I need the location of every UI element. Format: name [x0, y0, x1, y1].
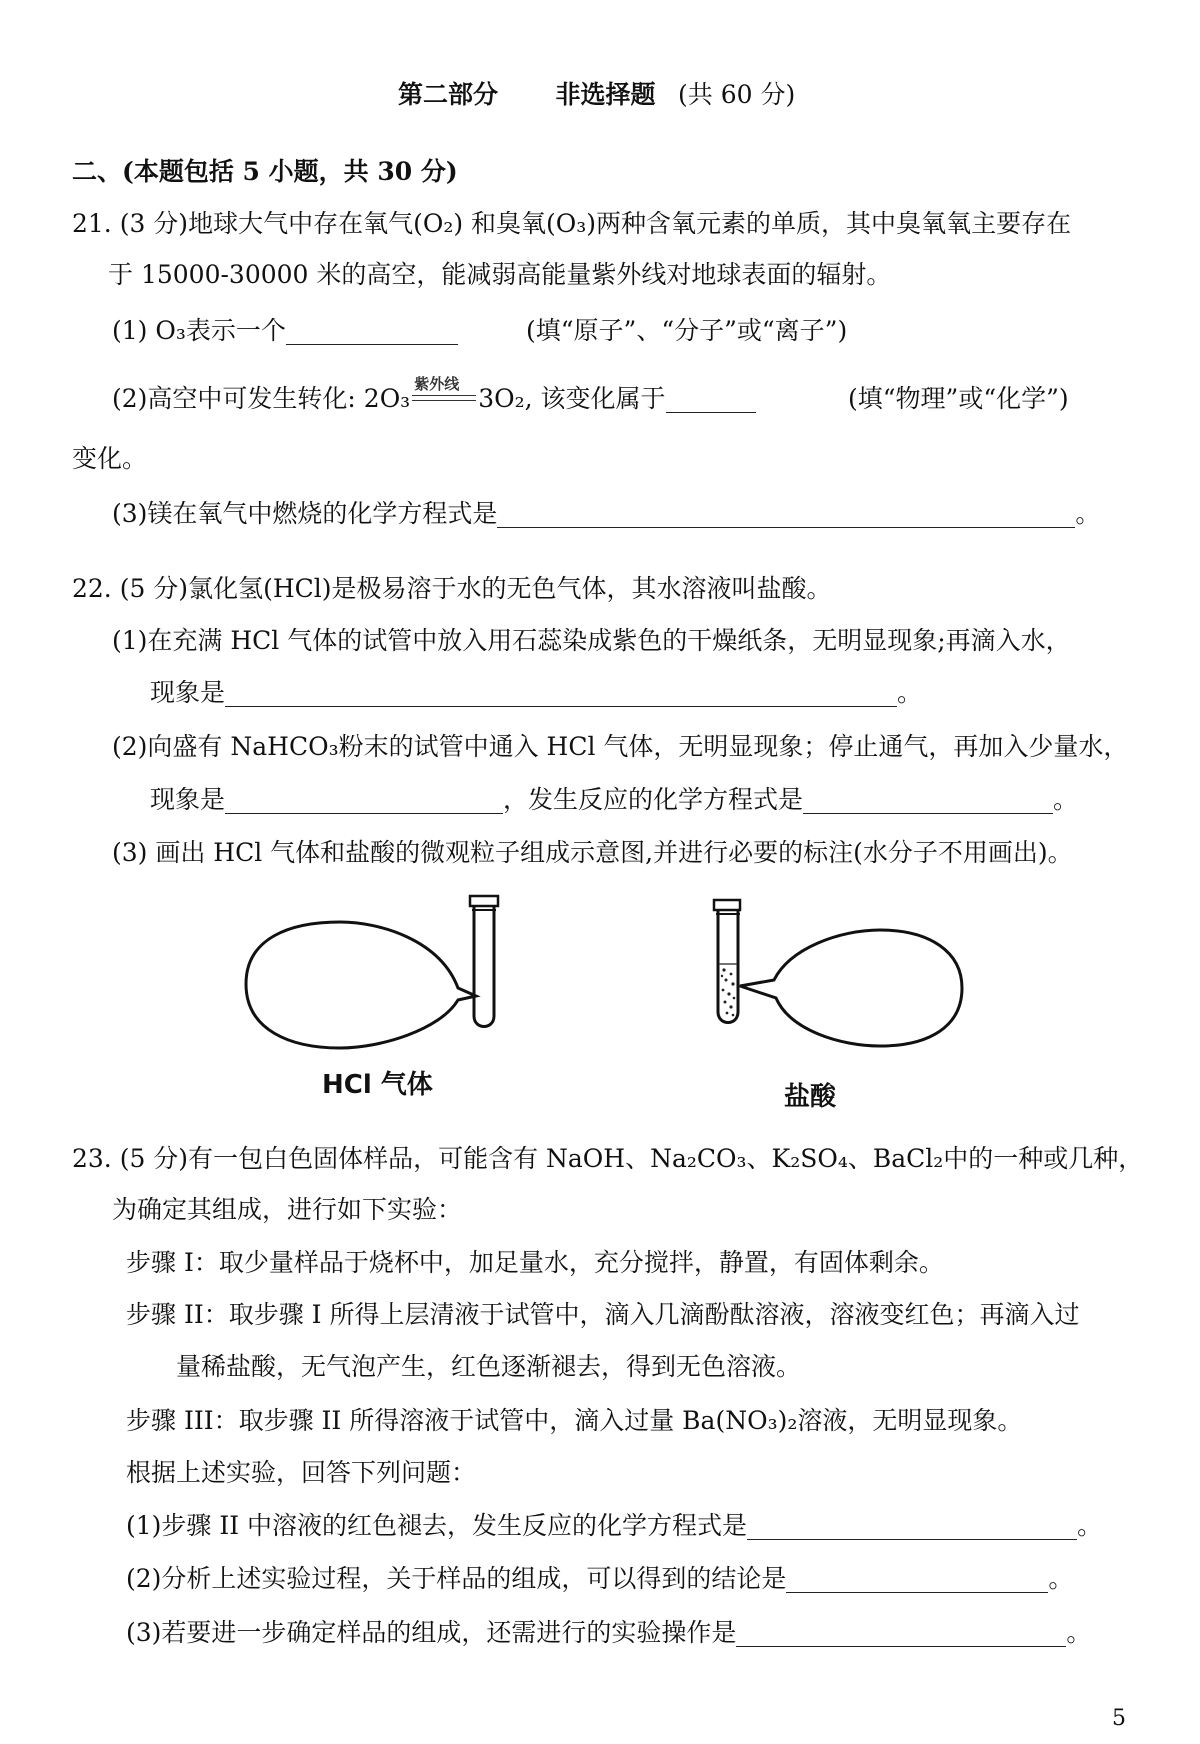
q22-stem: 22. (5 分)氯化氢(HCl)是极易溶于水的无色气体，其水溶液叫盐酸。	[72, 574, 832, 603]
q23-answer3-suffix: 。	[1066, 1618, 1092, 1647]
q23-intro: 根据上述实验，回答下列问题：	[126, 1458, 477, 1487]
right-drawing-bubble[interactable]	[740, 930, 962, 1046]
q23-answer2-prefix: (2)分析上述实验过程，关于样品的组成，可以得到的结论是	[126, 1564, 787, 1593]
right-figure-label: 盐酸	[784, 1082, 837, 1112]
q22-figure	[0, 880, 1200, 1124]
q23-answer3	[126, 1616, 1091, 1650]
q22-part2-suffix: 。	[1053, 785, 1079, 814]
q23-answer2	[126, 1562, 1073, 1596]
part-title	[398, 78, 655, 112]
q23-answer3-blank[interactable]	[736, 1620, 1066, 1647]
q22-part1-line1: (1)在充满 HCl 气体的试管中放入用石蕊染成紫色的干燥纸条，无明显现象;再滴入水，	[112, 626, 1071, 655]
q22-part2-blank-1[interactable]	[225, 787, 503, 814]
left-tube-stopper	[470, 896, 498, 906]
q21-part1-prefix: (1) O₃表示一个	[112, 316, 286, 345]
left-figure-label: HCl 气体	[322, 1070, 433, 1100]
left-drawing-bubble[interactable]	[246, 922, 476, 1048]
q21-part3	[112, 497, 1100, 531]
q23-answer1	[126, 1509, 1102, 1543]
q22-part2-blank-2[interactable]	[803, 787, 1053, 814]
q22-part1-prefix: 现象是	[150, 678, 226, 707]
q21-part3-prefix: (3)镁在氧气中燃烧的化学方程式是	[112, 499, 498, 528]
q23-answer1-suffix: 。	[1077, 1511, 1103, 1540]
left-tube-body	[474, 906, 494, 1027]
q21-stem-line2: 于 15000-30000 米的高空，能减弱高能量紫外线对地球表面的辐射。	[108, 260, 892, 289]
q21-part1-hint: (填“原子”、“分子”或“离子”)	[526, 316, 848, 345]
test-tube-diagram	[0, 880, 1200, 1120]
q21-part3-suffix: 。	[1075, 499, 1101, 528]
q23-answer2-suffix: 。	[1048, 1564, 1074, 1593]
page-number: 5	[1112, 1706, 1126, 1731]
q21-part2-blank[interactable]	[666, 386, 756, 413]
q23-step2-line2: 量稀盐酸，无气泡产生，红色逐渐褪去，得到无色溶液。	[176, 1352, 802, 1381]
q23-stem-line2: 为确定其组成，进行如下实验：	[112, 1195, 463, 1224]
q21-part2-cont: 变化。	[72, 444, 148, 473]
q21-part1	[112, 314, 458, 348]
q23-step1: 步骤 I：取少量样品于烧杯中，加足量水，充分搅拌，静置，有固体剩余。	[126, 1248, 944, 1277]
q21-part3-blank[interactable]	[497, 501, 1075, 528]
uv-arrow	[410, 375, 478, 411]
q21-part2	[112, 375, 756, 416]
q21-part2-prefix: (2)高空中可发生转化: 2O₃	[112, 384, 411, 413]
q22-part1-blank[interactable]	[225, 680, 897, 707]
q23-answer1-blank[interactable]	[747, 1513, 1077, 1540]
q21-stem-line1: 21. (3 分)地球大气中存在氧气(O₂) 和臭氧(O₃)两种含氧元素的单质，其中臭氧氧主要存在	[72, 209, 1072, 238]
q21-part2-mid: 3O₂, 该变化属于	[478, 384, 666, 413]
q22-part3: (3) 画出 HCl 气体和盐酸的微观粒子组成示意图,并进行必要的标注(水分子不用画出)。	[112, 838, 1073, 867]
q23-stem-line1: 23. (5 分)有一包白色固体样品，可能含有 NaOH、Na₂CO₃、K₂SO₄、BaCl₂中的一种或几种，	[72, 1144, 1144, 1173]
q22-part2-prefix: 现象是	[150, 785, 226, 814]
q23-answer3-prefix: (3)若要进一步确定样品的组成，还需进行的实验操作是	[126, 1618, 737, 1647]
q23-step3: 步骤 III：取步骤 II 所得溶液于试管中，滴入过量 Ba(NO₃)₂溶液，无明显现象。	[126, 1406, 1023, 1435]
q22-part2-line1: (2)向盛有 NaHCO₃粉末的试管中通入 HCl 气体，无明显现象；停止通气，再加入少量水，	[112, 732, 1129, 761]
uv-arrow-label: 紫外线	[414, 375, 460, 393]
q23-answer1-prefix: (1)步骤 II 中溶液的红色褪去，发生反应的化学方程式是	[126, 1511, 748, 1540]
part-score: (共 60 分)	[678, 80, 796, 109]
q21-part2-hint: (填“物理”或“化学”)	[848, 384, 1069, 413]
left-test-tube	[470, 896, 498, 1027]
right-tube-stopper	[714, 900, 740, 910]
part-title-label: 第二部分	[398, 80, 499, 109]
q22-part1-suffix: 。	[897, 678, 923, 707]
q21-part1-blank[interactable]	[286, 318, 458, 345]
section-heading: 二、(本题包括 5 小题，共 30 分)	[72, 157, 458, 186]
q23-answer2-blank[interactable]	[786, 1566, 1048, 1593]
acid-particles	[721, 968, 736, 1016]
double-line-arrow	[412, 395, 476, 401]
right-tube-body	[718, 910, 738, 1023]
q22-part2-mid: ，发生反应的化学方程式是	[503, 785, 804, 814]
right-test-tube	[714, 900, 740, 1023]
q23-step2-line1: 步骤 II：取步骤 I 所得上层清液于试管中，滴入几滴酚酞溶液，溶液变红色；再滴入过	[126, 1300, 1080, 1329]
q22-part1-line2	[150, 676, 922, 710]
part-subtitle: 非选择题	[555, 80, 656, 109]
q22-part2-line2	[150, 783, 1078, 817]
